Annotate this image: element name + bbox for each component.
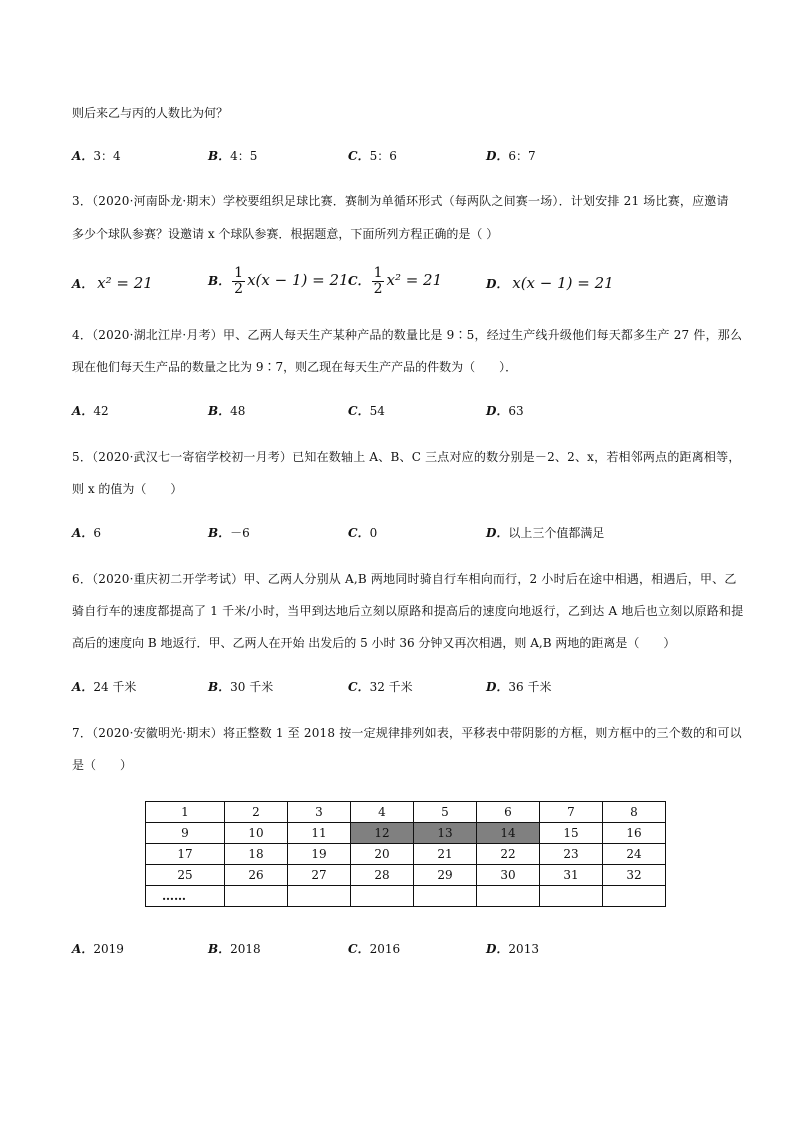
q5-line-2: 则 x 的值为（ ） xyxy=(72,482,183,496)
table-cell: 9 xyxy=(146,823,225,844)
q7-option-a: A．2019 xyxy=(72,942,124,956)
q5-option-a: A．6 xyxy=(72,526,101,540)
table-cell: 8 xyxy=(603,802,666,823)
table-cell: 29 xyxy=(414,865,477,886)
table-cell: 19 xyxy=(288,844,351,865)
q6-option-b: B．30 千米 xyxy=(208,680,274,694)
table-cell: 6 xyxy=(477,802,540,823)
table-cell: 30 xyxy=(477,865,540,886)
table-cell: 7 xyxy=(540,802,603,823)
table-cell: 3 xyxy=(288,802,351,823)
table-row xyxy=(146,802,666,823)
table-cell xyxy=(414,886,477,907)
table-cell: 20 xyxy=(351,844,414,865)
q4-option-b: B．48 xyxy=(208,404,246,418)
q7-option-b: B．2018 xyxy=(208,942,261,956)
table-cell xyxy=(477,886,540,907)
q6-line-2: 骑自行车的速度都提高了 1 千米/小时，当甲到达地后立刻以原路和提高后的速度向地返行，乙到达 A 地后也立刻以原路和提 xyxy=(72,604,744,618)
q7-options xyxy=(72,939,732,959)
table-cell: 4 xyxy=(351,802,414,823)
table-cell: 5 xyxy=(414,802,477,823)
q3-option-b: B． $\frac{1}{2}$ x(x − 1) = 21 xyxy=(208,265,349,297)
table-cell xyxy=(603,886,666,907)
q3-option-a: A． x² = 21 xyxy=(72,274,153,292)
number-grid-table xyxy=(145,801,666,907)
table-cell: 23 xyxy=(540,844,603,865)
table-cell: 18 xyxy=(225,844,288,865)
q3-option-d: D． x(x − 1) = 21 xyxy=(486,274,614,292)
q4-line-2: 现在他们每天生产品的数量之比为 9∶7，则乙现在每天生产产品的件数为（ ）． xyxy=(72,360,518,374)
q6-option-c: C．32 千米 xyxy=(348,680,413,694)
q3-options xyxy=(72,266,732,300)
table-cell xyxy=(540,886,603,907)
q6-option-d: D．36 千米 xyxy=(486,680,552,694)
table-cell: 32 xyxy=(603,865,666,886)
intro-line: 则后来乙与丙的人数比为何？ xyxy=(72,106,229,120)
table-cell: 13 xyxy=(414,823,477,844)
q2-option-c: C．5：6 xyxy=(348,149,397,163)
table-cell: 25 xyxy=(146,865,225,886)
table-cell: 22 xyxy=(477,844,540,865)
q7-option-c: C．2016 xyxy=(348,942,401,956)
q4-options xyxy=(72,401,732,421)
q6-option-a: A．24 千米 xyxy=(72,680,137,694)
q7-line-2: 是（ ） xyxy=(72,758,133,772)
table-cell: 11 xyxy=(288,823,351,844)
table-row xyxy=(146,844,666,865)
table-cell: 28 xyxy=(351,865,414,886)
q3-option-c: C． $\frac{1}{2}$ x² = 21 xyxy=(348,265,443,297)
table-cell: 10 xyxy=(225,823,288,844)
table-cell xyxy=(225,886,288,907)
q6-line-1: 6．（2020·重庆初二开学考试）甲、乙两人分别从 A,B 两地同时骑自行车相向而行，2 小时后在途中相遇，相遇后，甲、乙 xyxy=(72,572,737,586)
table-cell xyxy=(288,886,351,907)
table-cell: …… xyxy=(146,886,225,907)
q2-option-a: A．3：4 xyxy=(72,149,121,163)
q6-options xyxy=(72,677,732,697)
q4-option-d: D．63 xyxy=(486,404,524,418)
q2-options xyxy=(72,146,732,166)
table-cell: 2 xyxy=(225,802,288,823)
q2-option-d: D．6：7 xyxy=(486,149,536,163)
table-row xyxy=(146,886,666,907)
table-cell: 31 xyxy=(540,865,603,886)
q4-line-1: 4．（2020·湖北江岸·月考）甲、乙两人每天生产某种产品的数量比是 9∶5，经过生产线升级他们每天都多生产 27 件，那么 xyxy=(72,328,743,342)
table-row xyxy=(146,865,666,886)
q5-line-1: 5．（2020·武汉七一寄宿学校初一月考）已知在数轴上 A、B、C 三点对应的数分别是－2、2、x，若相邻两点的距离相等， xyxy=(72,450,741,464)
table-cell: 14 xyxy=(477,823,540,844)
table-cell: 15 xyxy=(540,823,603,844)
table-cell: 1 xyxy=(146,802,225,823)
q2-option-b: B．4：5 xyxy=(208,149,258,163)
q7-line-1: 7．（2020·安徽明光·期末）将正整数 1 至 2018 按一定规律排列如表，平移表中带阴影的方框，则方框中的三个数的和可以 xyxy=(72,726,742,740)
q5-option-d: D．以上三个值都满足 xyxy=(486,526,605,540)
q3-line-2: 多少个球队参赛？设邀请 x 个球队参赛．根据题意，下面所列方程正确的是（ ） xyxy=(72,227,499,241)
q4-option-a: A．42 xyxy=(72,404,109,418)
table-cell: 27 xyxy=(288,865,351,886)
table-cell: 26 xyxy=(225,865,288,886)
table-cell: 17 xyxy=(146,844,225,865)
table-cell: 24 xyxy=(603,844,666,865)
q5-options xyxy=(72,523,732,543)
table-cell xyxy=(351,886,414,907)
table-cell: 16 xyxy=(603,823,666,844)
q5-option-b: B．－6 xyxy=(208,526,250,540)
q7-option-d: D．2013 xyxy=(486,942,539,956)
table-row xyxy=(146,823,666,844)
q3-line-1: 3．（2020·河南卧龙·期末）学校要组织足球比赛．赛制为单循环形式（每两队之间赛一场）．计划安排 21 场比赛，应邀请 xyxy=(72,194,729,208)
table-cell: 21 xyxy=(414,844,477,865)
table-cell: 12 xyxy=(351,823,414,844)
q6-line-3: 高后的速度向 B 地返行．甲、乙两人在开始 出发后的 5 小时 36 分钟又再次相遇，则 A,B 两地的距离是（ ） xyxy=(72,636,676,650)
q5-option-c: C．0 xyxy=(348,526,378,540)
q4-option-c: C．54 xyxy=(348,404,385,418)
